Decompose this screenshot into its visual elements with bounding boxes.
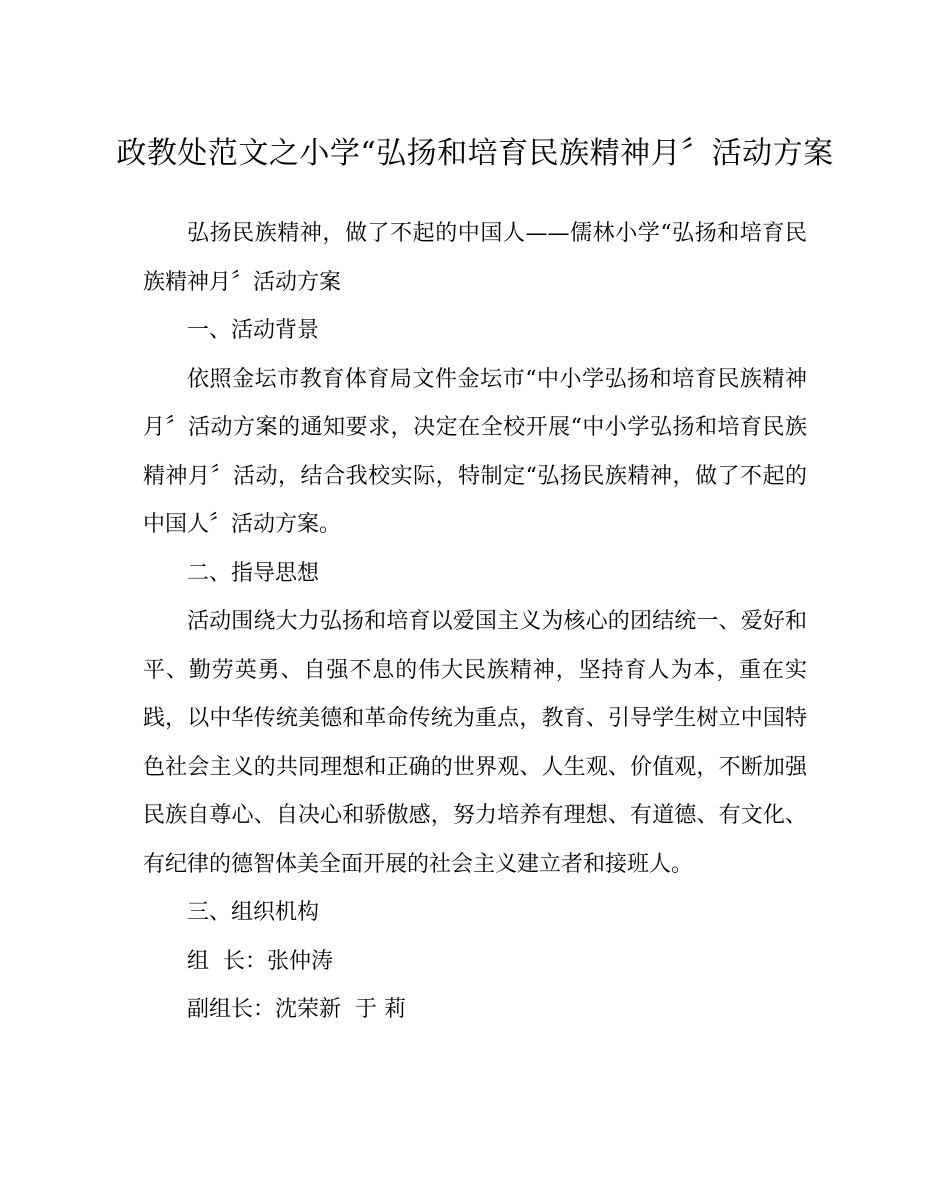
section-heading-organization: 三、组织机构	[187, 900, 320, 925]
section-heading-background: 一、活动背景	[187, 318, 320, 343]
document-title: 政教处范文之小学“弘扬和培育民族精神月〞活动方案	[116, 136, 834, 171]
paragraph-guiding-thought: 活动围绕大力弘扬和培育以爱国主义为核心的团结统一、爱好和平、勤劳英勇、自强不息的伟大民族精神，坚持育人为本，重在实践，以中华传统美德和革命传统为重点，教育、引导学生树立中国特色社会主义的共同理想和正确的世界观、人生观、价值观，不断加强民族自尊心、自决心和骄傲感，努力培养有理想、有道德、有文化、有纪律的德智体美全面开展的社会主义建立者和接班人。	[143, 609, 807, 877]
org-deputy-leader: 副组长：沈荣新 于 莉	[187, 997, 406, 1022]
document-body	[143, 210, 807, 1035]
section-heading-guiding-thought: 二、指导思想	[187, 560, 320, 586]
paragraph-background: 依照金坛市教育体育局文件金坛市“中小学弘扬和培育民族精神月〞活动方案的通知要求，决定在全校开展“中小学弘扬和培育民族精神月〞活动，结合我校实际，特制定“弘扬民族精神，做了不起的中国人〞活动方案。	[143, 366, 807, 537]
org-leader: 组 长：张仲涛	[187, 948, 333, 974]
paragraph-heading-intro: 弘扬民族精神，做了不起的中国人——儒林小学“弘扬和培育民族精神月〞活动方案	[143, 221, 807, 295]
